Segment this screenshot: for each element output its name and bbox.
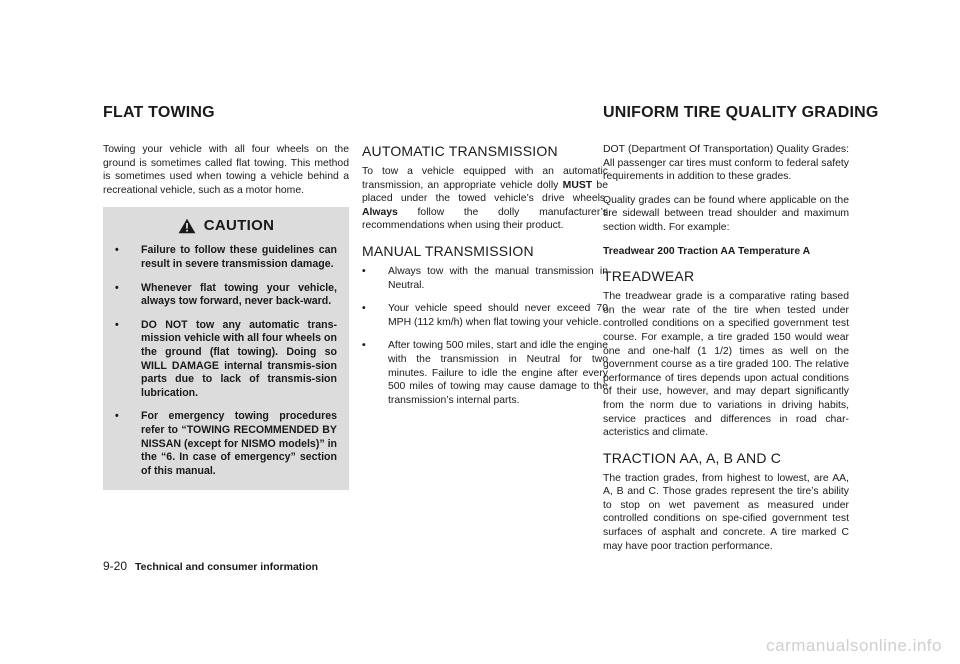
flat-towing-heading: FLAT TOWING [103, 104, 215, 121]
automatic-transmission-text: To tow a vehicle equipped with an automatic transmission, an appropriate vehicle dolly MUST be placed under the towed vehicle’s drive wheels. Always follow the dolly manufacturer’s recommendations when using their product. [362, 166, 608, 232]
caution-item: • For emergency towing procedures refer to “TOWING RECOMMENDED BY NISSAN (except for NISMO models)” in the “6. In case of emergency” section of this manual. [115, 410, 338, 477]
watermark: carmanualsonline.info [766, 636, 942, 655]
caution-list [115, 244, 337, 478]
traction-heading: TRACTION AA, A, B AND C [603, 449, 782, 466]
section-name: Technical and consumer information [135, 561, 319, 573]
manual-item: • Always tow with the manual transmission in Neutral. [362, 265, 608, 291]
caution-title: CAUTION [203, 217, 275, 235]
uniform-tire-quality-heading: UNIFORM TIRE QUALITY GRADING [603, 104, 879, 121]
column-transmission [362, 143, 608, 417]
quality-grades-location-text: Quality grades can be found where applicable on the tire sidewall between tread shoulder and maximum section width. For example: [603, 194, 849, 233]
manual-item: • Your vehicle speed should never exceed 70 MPH (112 km/h) when flat towing your vehicle. [362, 303, 608, 328]
caution-item: • DO NOT tow any automatic trans-mission vehicle with all four wheels on the ground (flat towing). Doing so WILL DAMAGE internal transmis-sion parts due to lack of transmis-sion lubrication. [115, 318, 337, 399]
caution-box [103, 207, 349, 490]
grade-example: Treadwear 200 Traction AA Temperature A [603, 245, 811, 257]
manual-transmission-heading: MANUAL TRANSMISSION [362, 242, 534, 259]
caution-item: • Failure to follow these guidelines can result in severe transmission damage. [115, 244, 337, 270]
manual-item: • After towing 500 miles, start and idle the engine with the transmission in Neutral for two minutes. Failure to idle the engine after every 500 miles of towing may cause damage to the transmission’s internal parts. [362, 340, 608, 406]
column-tire-quality [603, 143, 849, 563]
caution-item: • Whenever flat towing your vehicle, always tow forward, never back-ward. [115, 281, 337, 308]
treadwear-text: The treadwear grade is a comparative rating based on the wear rate of the tire when tested under controlled conditions on a specified government test course. For example, a tire graded 150 would wear one and one-half (1 1/2) times as well on the government course as a tire graded 100. The relative performance of tires depends upon actual conditions of their use, however, and may depart significantly from the norm due to variations in driving habits, service practices and differences in road char-acteristics and climate. [603, 291, 849, 439]
caution-header [115, 217, 337, 234]
column-flat-towing [103, 143, 349, 490]
flat-towing-intro: Towing your vehicle with all four wheels on the ground is sometimes called flat towing. This method is sometimes used when towing a vehicle behind a recreational vehicle, such as a motor home. [103, 144, 349, 196]
page-number: 9-20 [103, 559, 128, 573]
warning-triangle-icon [178, 218, 196, 234]
page-footer [103, 559, 318, 573]
automatic-transmission-heading: AUTOMATIC TRANSMISSION [362, 143, 558, 159]
treadwear-heading: TREADWEAR [603, 268, 695, 285]
traction-text: The traction grades, from highest to lowest, are AA, A, B and C. Those grades represent the tire’s ability to stop on wet pavement as measured under controlled conditions on spe-cified government test surfaces of asphalt and concrete. A tire marked C may have poor traction performance. [603, 472, 849, 552]
dot-quality-text: DOT (Department Of Transportation) Quality Grades: All passenger car tires must conform to federal safety requirements in addition to these grades. [603, 144, 849, 183]
manual-transmission-list [362, 265, 608, 407]
